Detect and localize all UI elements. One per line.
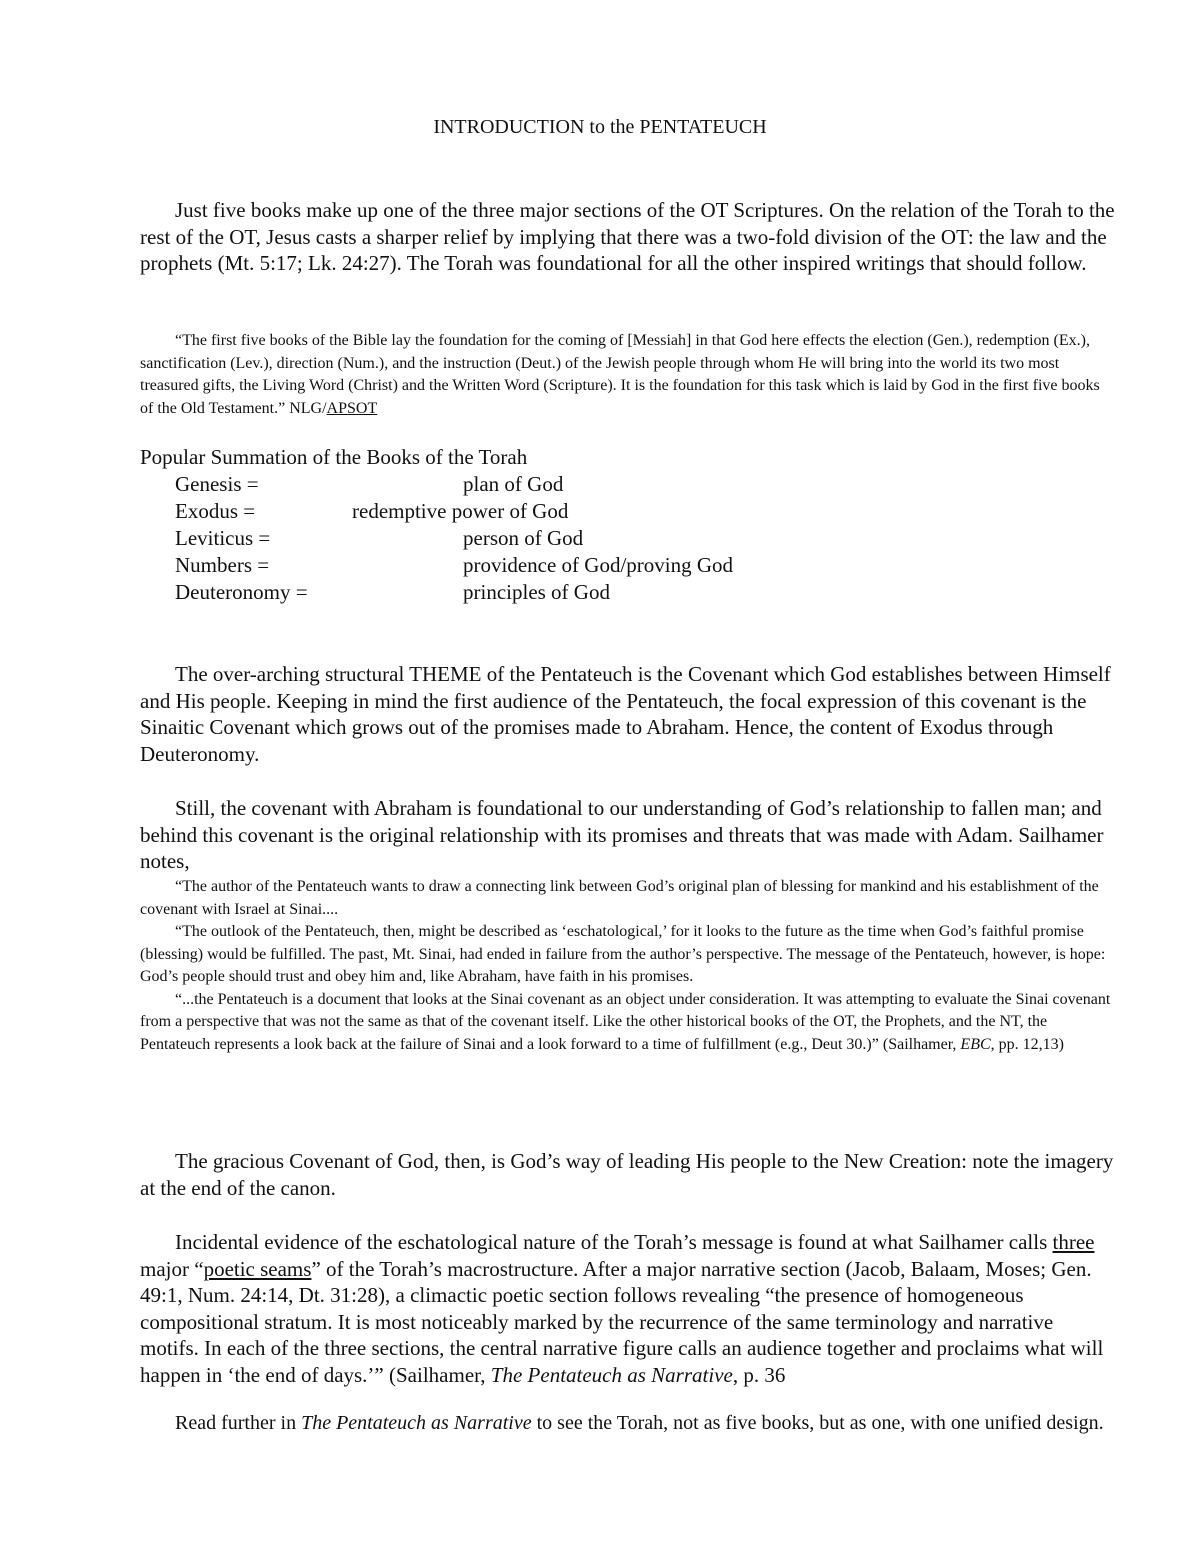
seams-paragraph	[140, 1229, 1115, 1388]
summation-row	[0, 471, 1200, 498]
summation-desc: providence of God/proving God	[463, 553, 734, 577]
three-underlined: three	[1052, 1230, 1095, 1254]
sailhamer-quote-1: “The author of the Pentateuch wants to draw a connecting link between God’s original plan of blessing for mankind and his establishment of the covenant with Israel at Sinai....	[140, 878, 1099, 918]
summation-row	[0, 498, 1200, 525]
summation-desc: redemptive power of God	[352, 499, 569, 523]
summation-book: Deuteronomy =	[175, 580, 308, 604]
sailhamer-quote-3	[140, 989, 1115, 1057]
ebc-citation: EBC	[960, 1035, 991, 1053]
read-book-title: The Pentateuch as Narrative	[301, 1412, 532, 1434]
sailhamer-quote-3-text: “...the Pentateuch is a document that looks at the Sinai covenant as an object under consideration. It was attempting to evaluate the Sinai covenant from a perspective that was not the same as that of the covenant itself. Like the other historical books of the OT, the Prophets, and the NT, the Pentateuch represents a look back at the failure of Sinai and a look forward to a time of fulfillment (e.g., Deut 30.)” (Sailhamer,	[140, 990, 1111, 1053]
summation-book: Leviticus =	[175, 526, 271, 550]
sailhamer-quotes	[140, 876, 1115, 1056]
abraham-paragraph: Still, the covenant with Abraham is foundational to our understanding of God’s relationship to fallen man; and behind this covenant is the original relationship with its promises and threats that was made with Adam. Sailhamer notes,	[140, 796, 1104, 873]
apsot-source-link[interactable]: APSOT	[326, 399, 378, 417]
messiah-quote	[140, 330, 1115, 420]
seams-text-2: major “	[140, 1256, 204, 1281]
intro-paragraph: Just five books make up one of the three major sections of the OT Scriptures. On the relation of the Torah to the rest of the OT, Jesus casts a sharper relief by implying that there was a two-fold division of the OT: the law and the prophets (Mt. 5:17; Lk. 24:27). The Torah was foundational for all the other inspired writings that should follow.	[140, 198, 1115, 275]
summation-row	[0, 579, 1200, 606]
summation-desc: person of God	[463, 526, 584, 550]
summation-row	[0, 525, 1200, 552]
summation-book: Numbers =	[175, 553, 270, 577]
page-title: INTRODUCTION to the PENTATEUCH	[433, 116, 767, 138]
sailhamer-quote-3-end: , pp. 12,13)	[990, 1035, 1064, 1053]
messiah-quote-text: “The first five books of the Bible lay the foundation for the coming of [Messiah] in that God here effects the election (Gen.), redemption (Ex.), sanctification (Lev.), direction (Num.), and the instruction (Deut.) of the Jewish people through whom He will bring into the world its two most treasured gifts, the Living Word (Christ) and the Written Word (Scripture). It is the foundation for this task which is laid by God in the first five books of the Old Testament.” NLG/	[140, 332, 1100, 417]
seams-text-4: , p. 36	[732, 1362, 786, 1387]
read-further-paragraph	[140, 1410, 1115, 1437]
narrative-book-title: The Pentateuch as Narrative	[490, 1362, 733, 1387]
read-text-1: Read further in	[175, 1412, 302, 1434]
covenant-paragraph: The gracious Covenant of God, then, is God’s way of leading His people to the New Creation: note the imagery at the end of the canon.	[140, 1149, 1114, 1200]
poetic-seams-underlined: poetic seams	[203, 1256, 312, 1281]
summation-book: Exodus =	[175, 499, 256, 523]
read-text-2: to see the Torah, not as five books, but as one, with one unified design.	[531, 1412, 1104, 1434]
summation-heading: Popular Summation of the Books of the Torah	[140, 445, 528, 469]
theme-paragraph: The over-arching structural THEME of the Pentateuch is the Covenant which God establishes between Himself and His people. Keeping in mind the first audience of the Pentateuch, the focal expression of this covenant is the Sinaitic Covenant which grows out of the promises made to Abraham. Hence, the content of Exodus through Deuteronomy.	[140, 662, 1111, 766]
seams-text-3: ” of the Torah’s macrostructure. After a major narrative section (Jacob, Balaam, Moses; Gen. 49:1, Num. 24:14, Dt. 31:28), a climactic poetic section follows revealing “the presence of homogeneous compositional stratum. It is most noticeably marked by the recurrence of the same terminology and narrative motifs. In each of the three sections, the central narrative figure calls an audience together and proclaims what will happen in ‘the end of days.’” (Sailhamer,	[140, 1256, 1104, 1387]
seams-text-1: Incidental evidence of the eschatological nature of the Torah’s message is found at what Sailhamer calls	[175, 1230, 1053, 1254]
sailhamer-quote-2: “The outlook of the Pentateuch, then, might be described as ‘eschatological,’ for it looks to the future as the time when God’s faithful promise (blessing) would be fulfilled. The past, Mt. Sinai, had ended in failure from the author’s perspective. The message of the Pentateuch, however, is hope: God’s people should trust and obey him and, like Abraham, have faith in his promises.	[140, 923, 1106, 985]
summation-desc: principles of God	[463, 580, 610, 604]
summation-desc: plan of God	[463, 472, 564, 496]
summation-book: Genesis =	[175, 472, 259, 496]
summation-row	[0, 552, 1200, 579]
